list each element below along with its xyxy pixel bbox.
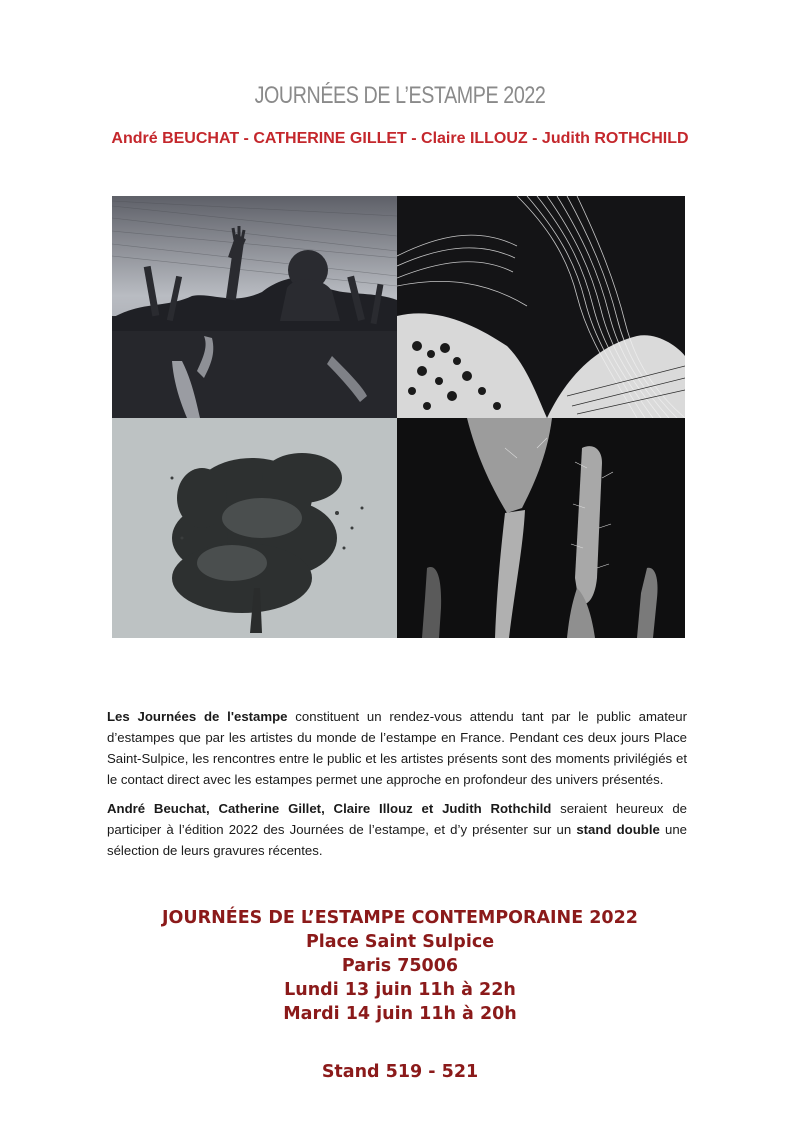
stand-number: Stand 519 - 521 [321, 1062, 479, 1082]
journees-label: Les Journées de l'estampe [107, 709, 288, 724]
event-day-2: Mardi 14 juin 11h à 20h [283, 1004, 517, 1024]
artists-names: André Beuchat, Catherine Gillet, Claire Illouz et Judith Rothchild [107, 801, 552, 816]
intro-p2-text: seraient heureux de participer à l’édition 2022 des Journées de l’estampe, et d’y présenter sur un [107, 801, 688, 837]
intro-paragraph-2 [107, 798, 687, 861]
intro-p1-text: constituent un rendez-vous attendu tant par le public amateur d’estampes que par les artistes du monde de l’estampe en France. Pendant ces deux jours Place Saint-Sulpice, les rencontres entre le public et les artistes présents sont des moments privilégiés et le contact direct avec les estampes permet une approche en profondeur des univers présentés. [107, 709, 687, 787]
event-day-1: Lundi 13 juin 11h à 22h [284, 980, 516, 1000]
wave-rock-etching-print [397, 196, 685, 418]
artists-line: André BEUCHAT - CATHERINE GILLET - Claire ILLOUZ - Judith ROTHCHILD [111, 130, 689, 147]
intro-p2-end: une sélection de leurs gravures récentes. [107, 822, 688, 858]
intro-paragraph-1 [107, 706, 687, 790]
page-title: JOURNÉES DE L’ESTAMPE 2022 [254, 82, 546, 109]
cactus-print [397, 418, 685, 638]
windswept-tree-print [112, 418, 397, 638]
crowd-raising-hands-print [112, 196, 397, 418]
stand-double-label: stand double [576, 822, 660, 837]
event-name: JOURNÉES DE L’ESTAMPE CONTEMPORAINE 2022 [162, 908, 638, 928]
intro-text [107, 706, 687, 869]
event-city: Paris 75006 [341, 956, 459, 976]
event-details [0, 906, 800, 1026]
event-place: Place Saint Sulpice [305, 932, 495, 952]
print-gallery [112, 196, 685, 638]
